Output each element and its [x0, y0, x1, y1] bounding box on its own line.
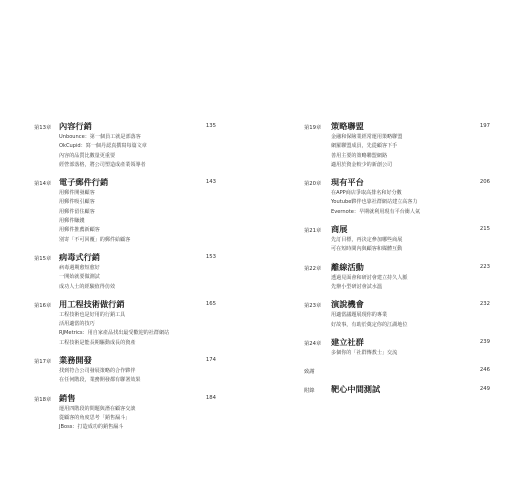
chapter-page-number: 153	[205, 253, 216, 260]
subsection-item: 用郵件開發顧客	[59, 190, 95, 197]
subsection-list	[304, 274, 490, 293]
chapter-title: 用工程技術做行銷	[59, 298, 125, 309]
chapter-number: 第13章	[34, 125, 52, 131]
subsection-item: 內容的品質比數量更重要	[59, 152, 116, 159]
chapter-page-number: 174	[205, 357, 216, 364]
chapter-heading	[34, 121, 216, 133]
toc-chapter	[34, 393, 216, 433]
toc-chapter	[304, 262, 490, 293]
chapter-page-number: 232	[479, 301, 490, 308]
chapter-page-number: 135	[205, 123, 216, 129]
chapter-page-number: 197	[479, 123, 490, 129]
chapter-number: 附錄	[304, 388, 315, 395]
chapter-number: 第18章	[34, 396, 52, 403]
toc-chapter	[304, 337, 490, 358]
chapter-heading	[304, 177, 490, 189]
chapter-number: 第21章	[304, 228, 322, 235]
subsection-item: 用郵件吸引顧客	[59, 199, 95, 206]
chapter-number: 第16章	[34, 302, 52, 309]
subsection-item: 從顧客的角度思考「銷售漏斗」	[59, 414, 131, 421]
subsection-item: 多個你的「社群傳教士」交流	[331, 349, 398, 356]
chapter-title: 病毒式行銷	[59, 251, 100, 262]
subsection-item: Evernote：早期就利用現有平台衝人氣	[331, 208, 421, 215]
chapter-heading	[34, 252, 216, 264]
chapter-page-number: 246	[479, 367, 490, 374]
chapter-heading	[34, 393, 216, 405]
subsection-item: 金融和保險業經常運用策略聯盟	[331, 134, 403, 140]
toc-chapter	[304, 177, 490, 217]
chapter-page-number: 143	[205, 179, 216, 186]
subsection-item: 工程技術也是好用的行銷工具	[59, 311, 126, 318]
subsection-list	[304, 133, 490, 170]
chapter-page-number: 215	[479, 226, 490, 233]
chapter-title: 現有平台	[331, 177, 364, 188]
toc-chapter	[304, 365, 490, 377]
subsection-item: RJMetrics：用自家產品找出最受歡迎的社群網站	[59, 330, 170, 337]
subsection-list	[34, 264, 216, 292]
subsection-item: 一開始就要做測試	[59, 274, 100, 281]
chapter-number: 第19章	[304, 125, 322, 131]
subsection-item: 透過見面會和研討會建立持久人脈	[331, 274, 408, 281]
chapter-number: 第22章	[304, 265, 322, 272]
toc-chapter	[34, 177, 216, 245]
subsection-item: Youtube夥伴也靠社群網站建立高客力	[331, 199, 418, 206]
chapter-number: 第17章	[34, 359, 52, 366]
subsection-list	[34, 189, 216, 245]
subsection-item: 別寄「不可回覆」的郵件給顧客	[59, 236, 131, 243]
chapter-page-number: 184	[205, 394, 216, 401]
subsection-item: 在任何階段，業務開發都有聯署效果	[59, 377, 141, 384]
subsection-item: OkCupid：寫一個丹認真撰寫每篇文章	[59, 143, 147, 150]
subsection-item: 活用適當的技巧	[59, 321, 95, 328]
chapter-heading	[304, 365, 490, 377]
subsection-item: 運用四階段的問題與潛在顧客交談	[59, 405, 136, 412]
subsection-item: Unbounce：第一個員工就是部落客	[59, 134, 141, 140]
subsection-item: 用郵件留住顧客	[59, 208, 95, 215]
toc-chapter	[34, 355, 216, 386]
subsection-item: 在APP商店爭取高排名和好分數	[331, 190, 402, 197]
toc-right-column	[304, 121, 490, 396]
toc-chapter	[304, 224, 490, 255]
chapter-heading	[34, 177, 216, 189]
subsection-item: 網羅聯盟成員，先從顧客下手	[331, 143, 398, 150]
toc-chapter	[34, 121, 216, 170]
toc-chapter	[34, 252, 216, 292]
chapter-heading	[304, 262, 490, 274]
chapter-number: 第23章	[304, 303, 322, 310]
subsection-item: JBoss：打造成功的銷售漏斗	[59, 424, 124, 431]
subsection-item: 先辦小型研討會試水溫	[331, 283, 382, 290]
chapter-title: 業務開發	[59, 355, 92, 366]
chapter-number: 第14章	[34, 181, 52, 188]
chapter-title: 內容行銷	[59, 121, 92, 131]
chapter-heading	[34, 355, 216, 367]
chapter-heading	[304, 384, 490, 396]
chapter-heading	[304, 224, 490, 236]
subsection-item: 工程技術是能長期驅動成長的資產	[59, 339, 136, 346]
toc-chapter	[304, 121, 490, 170]
chapter-page-number: 223	[479, 263, 490, 270]
chapter-title: 演說機會	[331, 299, 364, 310]
chapter-heading	[34, 299, 216, 311]
toc-chapter	[304, 299, 490, 330]
subsection-item: 適用於資金較少的新創公司	[331, 161, 393, 168]
subsection-list	[34, 367, 216, 386]
chapter-heading	[304, 299, 490, 311]
chapter-title: 建立社群	[331, 336, 364, 347]
subsection-list	[304, 236, 490, 255]
subsection-item: 找到符合公司發展策略的合作夥伴	[59, 368, 136, 375]
chapter-title: 銷售	[59, 392, 76, 403]
subsection-item: 成功人士的經驗值得仿效	[59, 283, 116, 290]
chapter-heading	[304, 337, 490, 349]
chapter-number: 第24章	[304, 340, 322, 347]
subsection-item: 可在短時間內與顧客和媒體互動	[331, 246, 403, 253]
chapter-page-number: 249	[479, 386, 490, 393]
chapter-title: 電子郵件行銷	[59, 177, 109, 188]
subsection-list	[34, 133, 216, 170]
subsection-item: 病毒週期愈短愈好	[59, 264, 100, 271]
chapter-title: 靶心中間測試	[331, 384, 381, 395]
subsection-list	[34, 405, 216, 433]
chapter-title: 策略聯盟	[331, 121, 364, 131]
subsection-item: 先訂目標，再決定參加哪些商展	[331, 237, 403, 244]
subsection-list	[304, 349, 490, 358]
chapter-number: 第15章	[34, 255, 52, 262]
subsection-item: 經營部落格，將公司塑造成產業領導者	[59, 161, 146, 168]
subsection-list	[34, 311, 216, 348]
toc-left-column	[34, 121, 216, 433]
chapter-number: 第20章	[304, 181, 322, 188]
subsection-list	[304, 311, 490, 330]
subsection-item: 用適當議題展現你的專業	[331, 312, 388, 319]
chapter-page-number: 165	[205, 300, 216, 307]
subsection-item: 好故事，有助於奠定你的江湖地位	[331, 321, 408, 328]
chapter-page-number: 206	[479, 179, 490, 186]
toc-chapter	[304, 384, 490, 396]
subsection-item: 善用主要的策略聯盟網路	[331, 152, 388, 159]
chapter-title: 離線活動	[331, 261, 364, 272]
chapter-page-number: 239	[479, 338, 490, 345]
chapter-heading	[304, 121, 490, 133]
toc-chapter	[34, 299, 216, 348]
subsection-list	[304, 189, 490, 217]
subsection-item: 用郵件推薦新顧客	[59, 227, 100, 234]
chapter-number: 致謝	[304, 369, 315, 376]
subsection-item: 用郵件賺錢	[59, 218, 85, 225]
chapter-title: 商展	[331, 224, 348, 235]
